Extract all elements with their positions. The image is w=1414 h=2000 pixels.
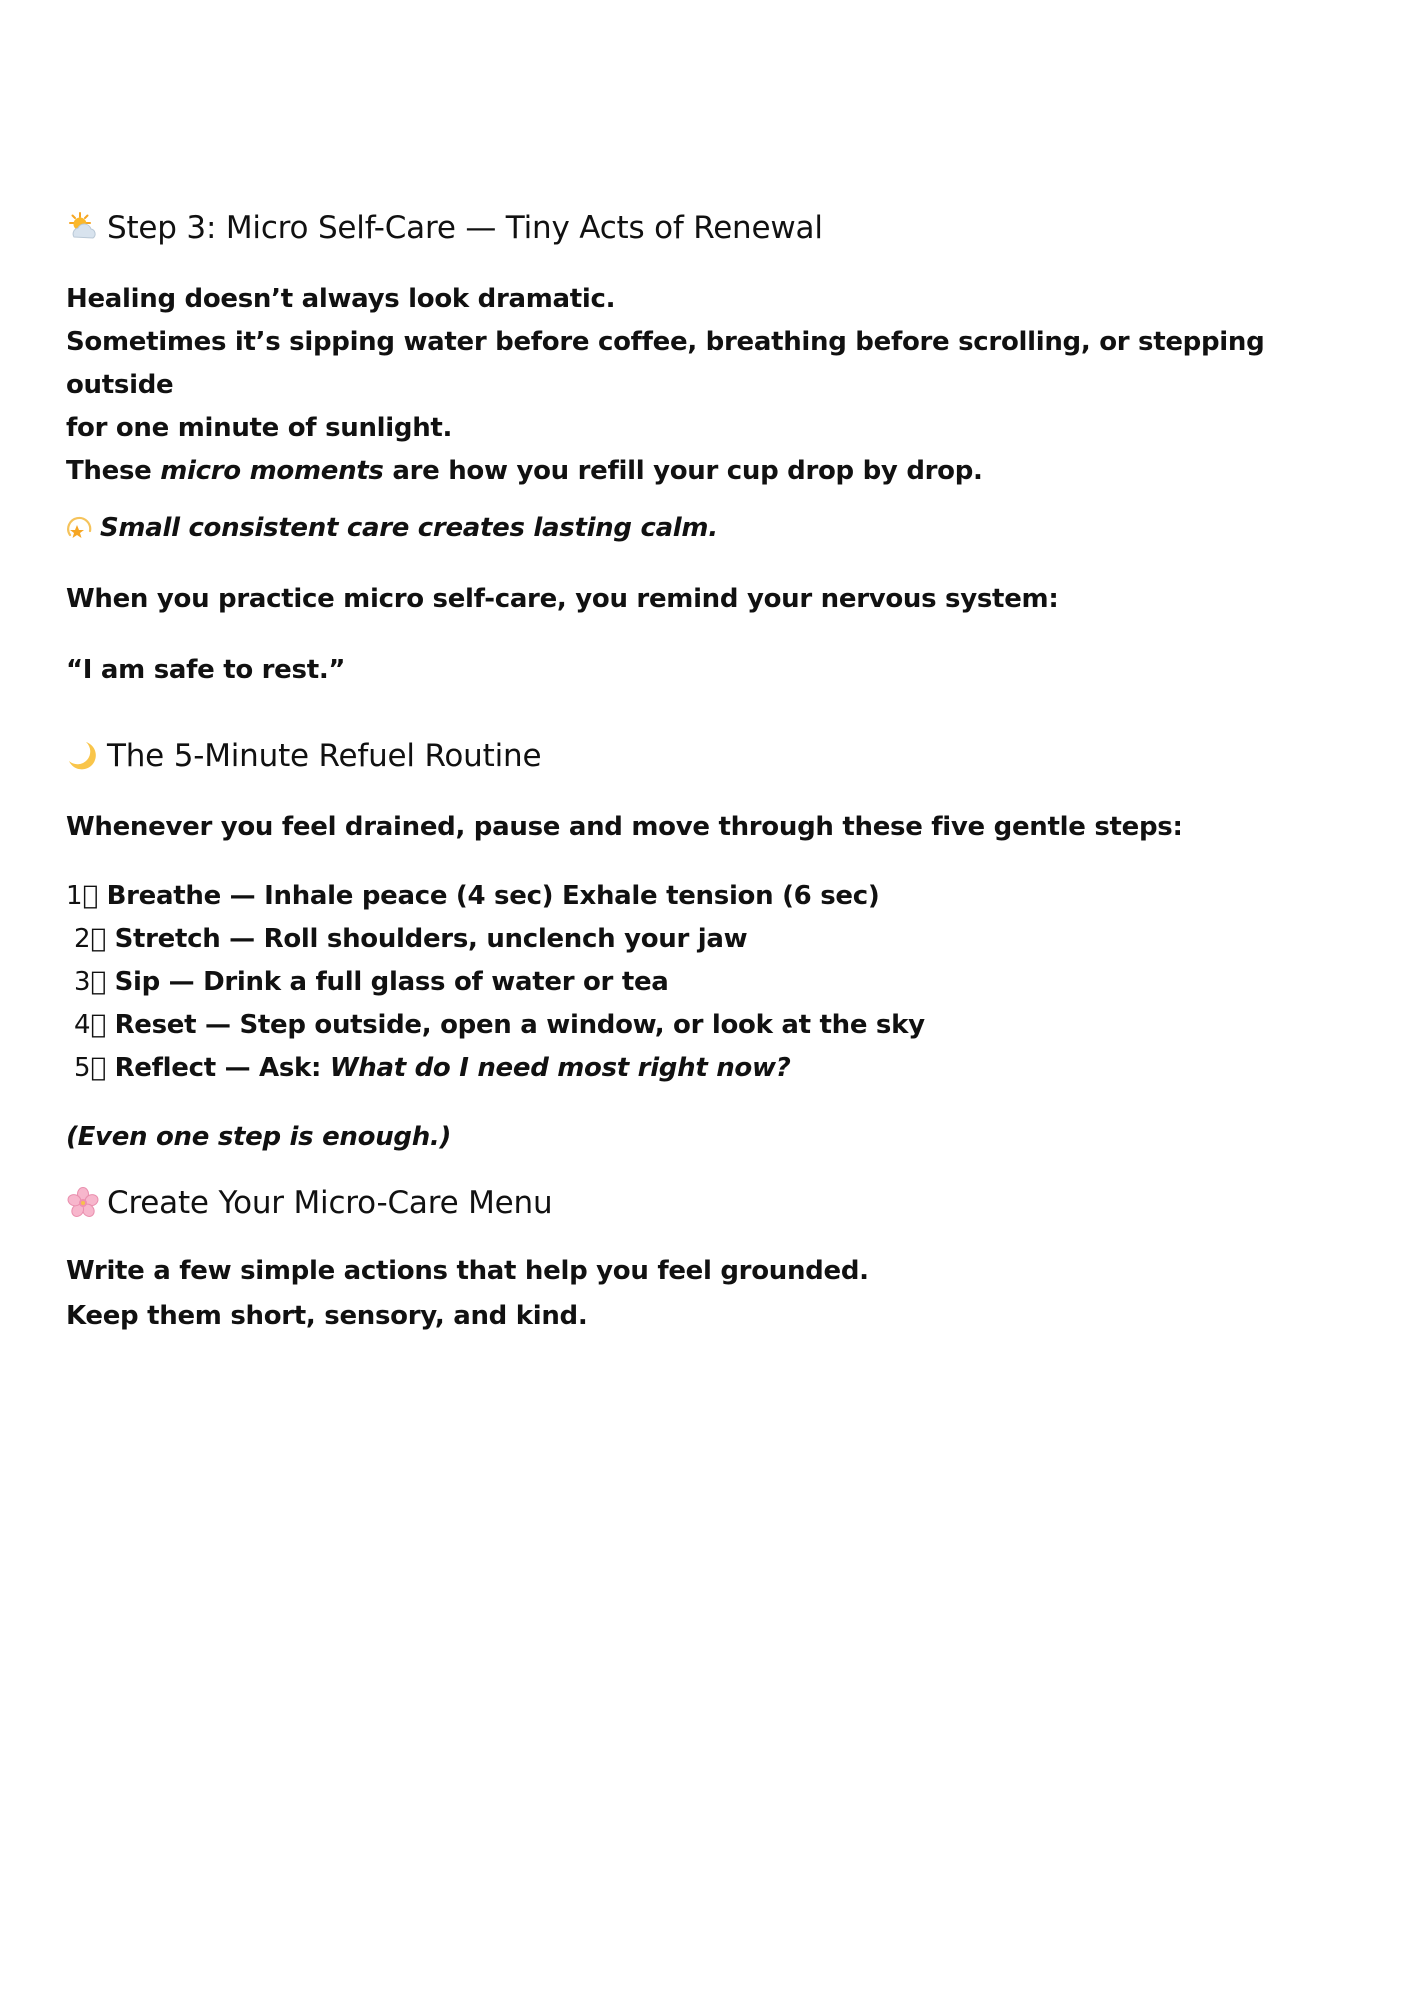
intro-paragraph (66, 278, 1356, 493)
step-text: Breathe — Inhale peace (4 sec) Exhale tension (6 sec) (97, 881, 880, 911)
step-number: 4⃣ (66, 1010, 106, 1040)
cherry-blossom-icon (66, 1186, 100, 1220)
paragraph-line: Healing doesn’t always look dramatic. (66, 284, 616, 314)
section-heading-text: The 5-Minute Refuel Routine (107, 738, 542, 774)
list-item (66, 1004, 1356, 1047)
highlight-text: Small consistent care creates lasting calm. (100, 513, 718, 543)
crescent-moon-icon (66, 739, 100, 773)
step-text: Reflect — Ask: (105, 1053, 330, 1083)
paragraph-line: Sometimes it’s sipping water before coffee, breathing before scrolling, or stepping outside (66, 327, 1265, 400)
document-content (66, 206, 1356, 1339)
step-number: 3⃣ (66, 967, 106, 997)
routine-intro: Whenever you feel drained, pause and move through these five gentle steps: (66, 812, 1183, 842)
nervous-system-line: When you practice micro self-care, you remind your nervous system: (66, 584, 1059, 614)
menu-paragraph (66, 1249, 1356, 1339)
italic-text: (Even one step is enough.) (66, 1122, 452, 1152)
text-segment: These (66, 456, 161, 486)
step-text: Stretch — Roll shoulders, unclench your jaw (105, 924, 748, 954)
section-heading-text: Create Your Micro-Care Menu (107, 1185, 553, 1221)
paragraph-line: Keep them short, sensory, and kind. (66, 1301, 588, 1331)
paragraph-line: for one minute of sunlight. (66, 413, 453, 443)
routine-note (66, 1116, 1356, 1159)
list-item (66, 1047, 1356, 1090)
italic-text: What do I need most right now? (329, 1053, 791, 1083)
text-segment: are how you refill your cup drop by drop. (383, 456, 983, 486)
paragraph-line (66, 450, 1356, 493)
highlight-line (66, 507, 1356, 550)
step-number: 2⃣ (66, 924, 106, 954)
routine-steps-list (66, 875, 1356, 1090)
list-item (66, 918, 1356, 961)
section-heading-micro-self-care (66, 206, 1356, 250)
list-item (66, 961, 1356, 1004)
step-number: 1⃣ (66, 881, 98, 911)
italic-text: micro moments (160, 456, 384, 486)
section-heading-micro-care-menu (66, 1181, 1356, 1225)
paragraph-line: Write a few simple actions that help you feel grounded. (66, 1256, 869, 1286)
step-number: 5⃣ (66, 1053, 106, 1083)
step-text: Sip — Drink a full glass of water or tea (105, 967, 669, 997)
section-heading-text: Step 3: Micro Self-Care — Tiny Acts of Renewal (107, 210, 823, 246)
step-text: Reset — Step outside, open a window, or look at the sky (105, 1010, 925, 1040)
quote-line: “I am safe to rest.” (66, 655, 346, 685)
sun-behind-cloud-icon (66, 211, 100, 245)
section-heading-refuel-routine (66, 734, 1356, 778)
dizzy-star-icon (66, 513, 94, 541)
list-item (66, 875, 1356, 918)
